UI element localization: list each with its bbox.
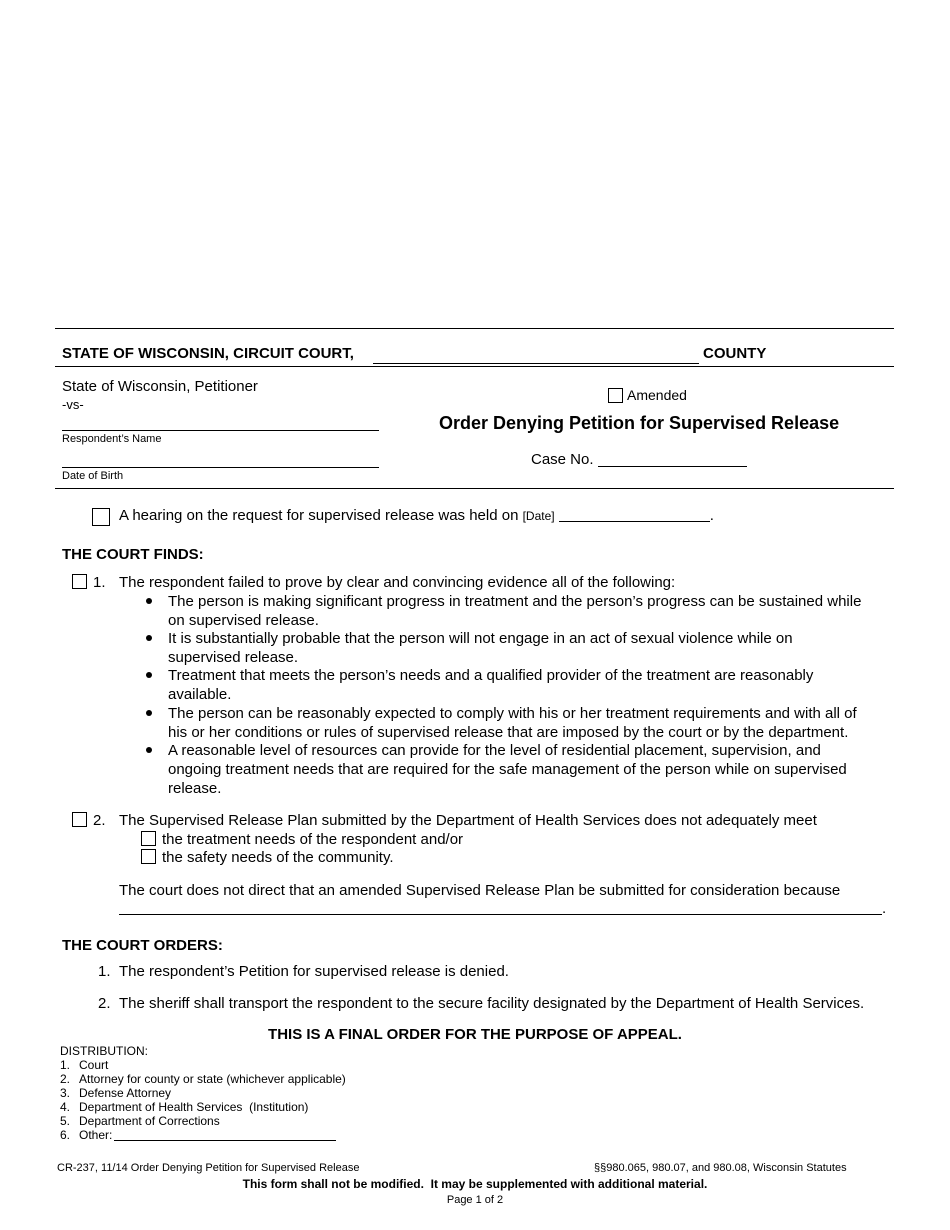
bullet-1-line-2: on supervised release. [168,612,319,629]
order-2-text: The sheriff shall transport the respondent to the secure facility designated by the Department of Health Services. [119,995,865,1012]
caption-bottom-rule [55,488,894,489]
final-order-notice: THIS IS A FINAL ORDER FOR THE PURPOSE OF APPEAL. [268,1026,682,1043]
bullet-5-line-1: A reasonable level of resources can provide for the level of residential placement, supervision, and [168,742,821,759]
amended-label: Amended [627,387,687,403]
bullet [146,747,152,753]
bullet-5-text [168,741,847,798]
statutes: §§980.065, 980.07, and 980.08, Wisconsin Statutes [594,1162,847,1174]
hearing-checkbox[interactable] [92,508,110,526]
finding-2-checkbox[interactable] [72,812,87,827]
case-no-field[interactable] [598,450,747,467]
hearing-period: . [709,507,714,524]
bullet [146,672,152,678]
treatment-needs-checkbox[interactable] [141,831,156,846]
bullet [146,635,152,641]
bullet-4-text [168,704,857,742]
bullet-2-line-1: It is substantially probable that the person will not engage in an act of sexual violence while on [168,630,793,647]
bullet-5-line-2: ongoing treatment needs that are required for the safe management of the person while on supervised [168,761,847,778]
bullet [146,598,152,604]
distribution-text: Defense Attorney [79,1086,172,1100]
hearing-text [119,507,714,524]
distribution-item [60,1100,346,1114]
because-text: The court does not direct that an amended Supervised Release Plan be submitted for consideration because [119,882,841,899]
distribution-num: 3. [60,1086,71,1100]
dob-field[interactable] [62,467,379,468]
vs-label: -vs- [62,397,84,412]
finding-2-text: The Supervised Release Plan submitted by the Department of Health Services does not adequately meet [119,812,817,829]
finding-1-number: 1. [93,574,106,591]
distribution-num: 6. [60,1128,71,1142]
bullet-3-text [168,666,813,704]
bullet-2-line-2: supervised release. [168,649,299,666]
distribution-num: 2. [60,1072,71,1086]
page-number: Page 1 of 2 [446,1194,504,1206]
bullet-2-text [168,629,793,667]
bullet-3-line-1: Treatment that meets the person’s needs and a qualified provider of the treatment are reasonably [168,667,814,684]
distribution-heading: DISTRIBUTION: [60,1044,149,1058]
county-label: COUNTY [703,345,767,362]
bullet-1-line-1: The person is making significant progress in treatment and the person’s progress can be sustained while [168,593,862,610]
safety-needs-checkbox[interactable] [141,849,156,864]
distribution-item [60,1058,346,1072]
other-distribution-field[interactable] [114,1128,336,1141]
distribution-text: Department of Health Services (Institution) [79,1100,309,1114]
bullet [146,710,152,716]
distribution-num: 5. [60,1114,71,1128]
finding-2-number: 2. [93,812,106,829]
form-id: CR-237, 11/14 Order Denying Petition for Supervised Release [57,1162,360,1174]
hearing-sentence: A hearing on the request for supervised release was held on [119,507,519,524]
hearing-date-label: [Date] [522,509,555,523]
distribution-text: Court [79,1058,109,1072]
finding-1-text: The respondent failed to prove by clear and convincing evidence all of the following: [119,574,676,591]
hearing-date-field[interactable] [559,507,710,522]
header-bottom-rule [55,366,894,367]
respondent-name-label: Respondent’s Name [62,433,162,445]
order-1-number: 1. [98,963,111,980]
form-title: Order Denying Petition for Supervised Release [439,413,840,433]
because-field[interactable] [119,914,882,915]
distribution-item [60,1128,346,1142]
respondent-name-field[interactable] [62,430,379,431]
bullet-3-line-2: available. [168,686,232,703]
amended-checkbox[interactable] [608,388,623,403]
distribution-text: Attorney for county or state (whichever applicable) [79,1072,346,1086]
dob-label: Date of Birth [62,470,124,482]
because-period: . [882,900,887,917]
distribution-item [60,1086,346,1100]
order-1-text: The respondent’s Petition for supervised release is denied. [119,963,509,980]
header-top-rule [55,328,894,329]
case-no-label: Case No. [531,451,594,468]
court-line: STATE OF WISCONSIN, CIRCUIT COURT, [62,345,354,362]
petitioner-name: State of Wisconsin, Petitioner [62,378,258,395]
distribution-item [60,1114,346,1128]
distribution-num: 4. [60,1100,71,1114]
county-field[interactable] [373,346,699,364]
bullet-4-line-1: The person can be reasonably expected to comply with his or her treatment requirements and with all of [168,705,857,722]
distribution-list [60,1058,346,1142]
order-2-number: 2. [98,995,111,1012]
bullet-5-line-3: release. [168,780,222,797]
findings-heading: THE COURT FINDS: [62,546,204,563]
distribution-item [60,1072,346,1086]
distribution-text: Other: [79,1128,113,1142]
bullet-1-text [168,592,861,630]
bullet-4-line-2: his or her conditions or rules of supervised release that are imposed by the court or by the department. [168,724,849,741]
finding-1-checkbox[interactable] [72,574,87,589]
treatment-needs-label: the treatment needs of the respondent and/or [162,831,464,848]
modification-notice: This form shall not be modified. It may be supplemented with additional material. [242,1177,708,1191]
safety-needs-label: the safety needs of the community. [162,849,394,866]
distribution-text: Department of Corrections [79,1114,220,1128]
distribution-num: 1. [60,1058,71,1072]
orders-heading: THE COURT ORDERS: [62,937,223,954]
